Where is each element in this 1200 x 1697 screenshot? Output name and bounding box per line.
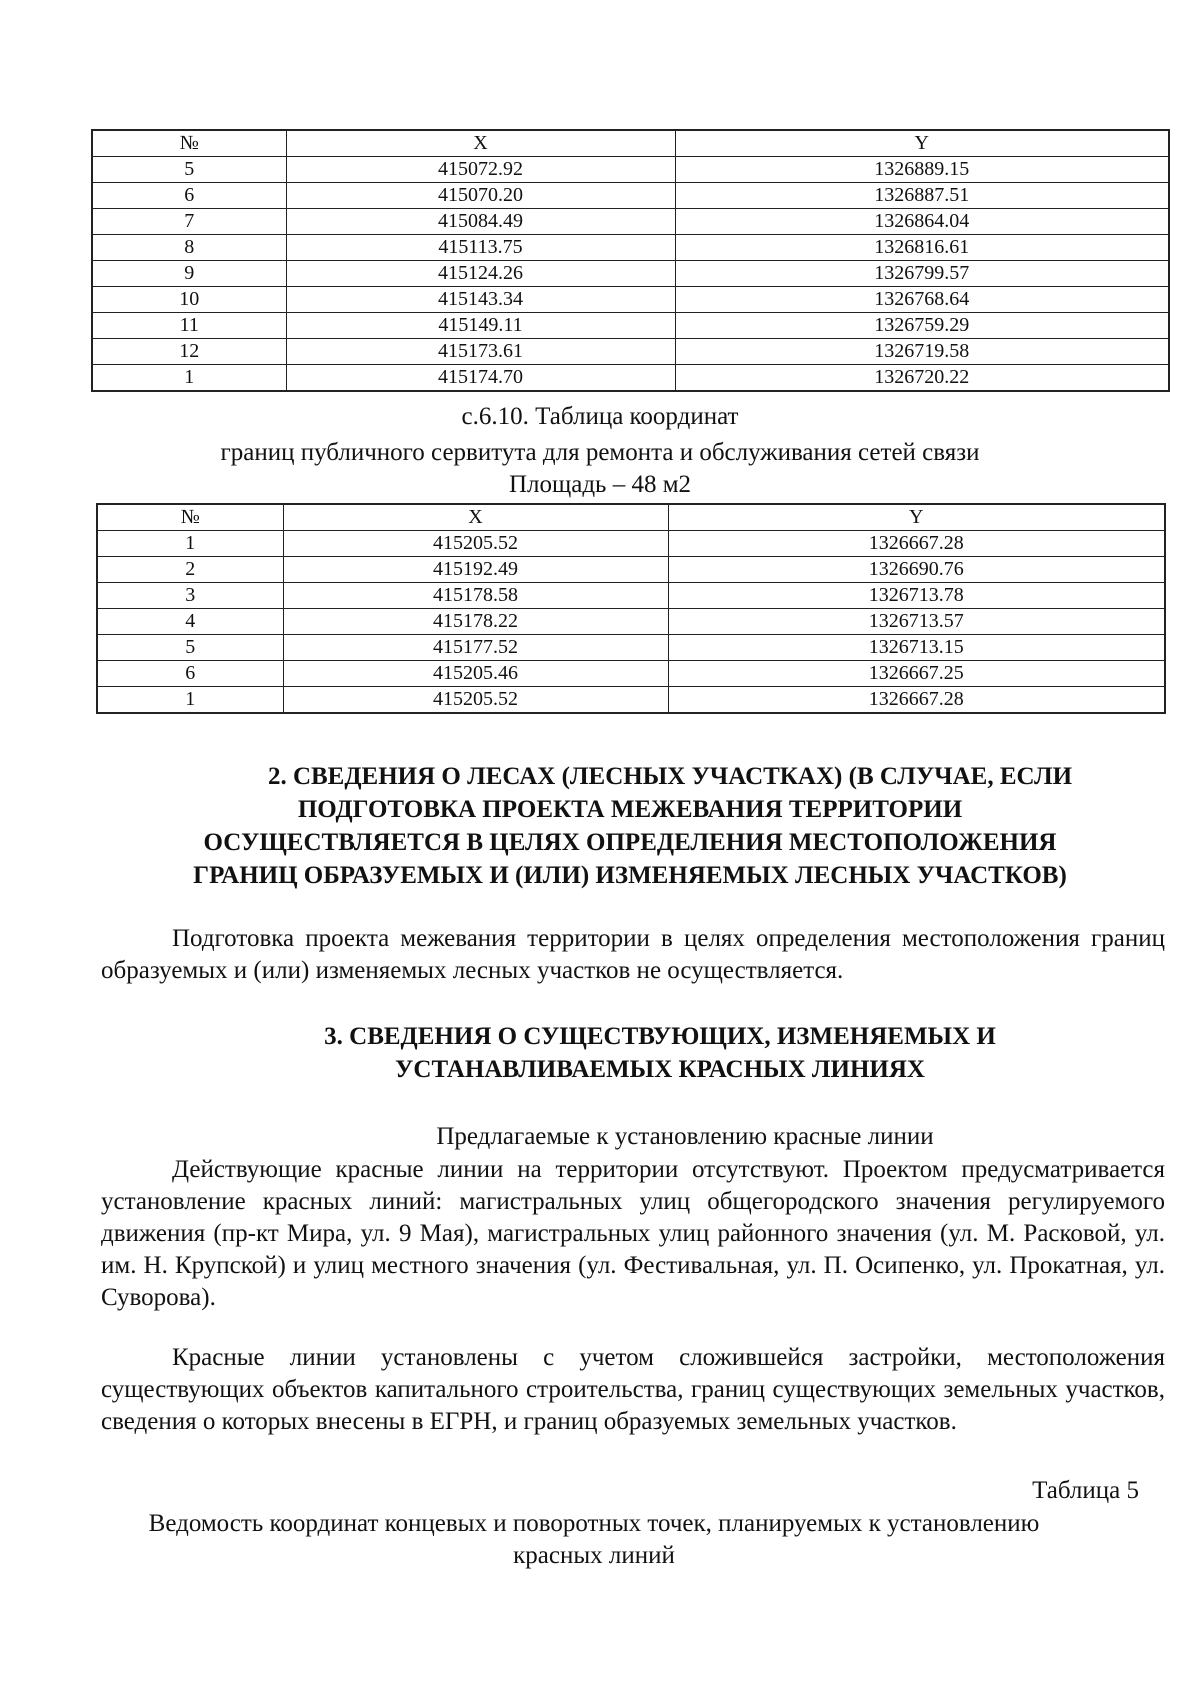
table-title: Ведомость координат концевых и поворотных точек, планируемых к установлению красных линий (148, 1510, 1040, 1569)
table-caption-subtitle: границ публичного сервитута для ремонта и обслуживания сетей связи (220, 439, 980, 466)
coordinates-table-1 (91, 129, 1170, 392)
cell-number: 1 (97, 687, 283, 714)
cell-x: 415177.52 (283, 635, 668, 661)
cell-y: 1326799.57 (675, 261, 1169, 287)
header-number: № (92, 130, 286, 157)
cell-x: 415174.70 (286, 365, 675, 392)
cell-x: 415178.22 (283, 609, 668, 635)
cell-number: 4 (97, 609, 283, 635)
cell-y: 1326690.76 (668, 557, 1165, 583)
cell-number: 8 (92, 235, 286, 261)
section-2-paragraph: Подготовка проекта межевания территории в целях определения местоположения границ образуемых и (или) изменяемых лесных участков не осуществляется. (101, 925, 1165, 984)
table-row (92, 209, 1169, 235)
header-y: Y (675, 130, 1169, 157)
section-2-heading-line-3: ОСУЩЕСТВЛЯЕТСЯ В ЦЕЛЯХ ОПРЕДЕЛЕНИЯ МЕСТОПОЛОЖЕНИЯ (203, 829, 1057, 856)
table-row (97, 687, 1165, 714)
section-2-heading-line-1: 2. СВЕДЕНИЯ О ЛЕСАХ (ЛЕСНЫХ УЧАСТКАХ) (В СЛУЧАЕ, ЕСЛИ (267, 763, 1073, 790)
cell-number: 10 (92, 287, 286, 313)
cell-number: 9 (92, 261, 286, 287)
cell-number: 3 (97, 583, 283, 609)
table-row (97, 661, 1165, 687)
cell-number: 11 (92, 313, 286, 339)
cell-y: 1326889.15 (675, 157, 1169, 183)
table-header-row (97, 504, 1165, 531)
table-row (92, 339, 1169, 365)
cell-number: 12 (92, 339, 286, 365)
cell-x: 415084.49 (286, 209, 675, 235)
cell-number: 5 (97, 635, 283, 661)
section-2-heading (90, 760, 1170, 892)
header-x: X (283, 504, 668, 531)
cell-number: 6 (97, 661, 283, 687)
table-row (92, 313, 1169, 339)
table-header-row (92, 130, 1169, 157)
cell-y: 1326816.61 (675, 235, 1169, 261)
cell-number: 2 (97, 557, 283, 583)
cell-y: 1326667.28 (668, 687, 1165, 714)
section-3-heading-line-1: 3. СВЕДЕНИЯ О СУЩЕСТВУЮЩИХ, ИЗМЕНЯЕМЫХ И (324, 1023, 996, 1050)
cell-x: 415205.46 (283, 661, 668, 687)
table-row (92, 183, 1169, 209)
cell-number: 7 (92, 209, 286, 235)
table-label: Таблица 5 (1032, 1477, 1139, 1504)
cell-number: 6 (92, 183, 286, 209)
cell-x: 415192.49 (283, 557, 668, 583)
cell-y: 1326887.51 (675, 183, 1169, 209)
cell-y: 1326667.25 (668, 661, 1165, 687)
cell-number: 1 (97, 531, 283, 557)
cell-y: 1326667.28 (668, 531, 1165, 557)
cell-x: 415173.61 (286, 339, 675, 365)
cell-y: 1326759.29 (675, 313, 1169, 339)
section-2-heading-line-2: ПОДГОТОВКА ПРОЕКТА МЕЖЕВАНИЯ ТЕРРИТОРИИ (297, 796, 963, 823)
cell-y: 1326713.15 (668, 635, 1165, 661)
cell-x: 415178.58 (283, 583, 668, 609)
section-3-heading-line-2: УСТАНАВЛИВАЕМЫХ КРАСНЫХ ЛИНИЯХ (395, 1056, 925, 1083)
table-row (97, 609, 1165, 635)
cell-y: 1326713.57 (668, 609, 1165, 635)
table-row (92, 157, 1169, 183)
cell-x: 415113.75 (286, 235, 675, 261)
table-row (97, 635, 1165, 661)
section-3-subheading: Предлагаемые к установлению красные линии (436, 1123, 934, 1150)
cell-x: 415124.26 (286, 261, 675, 287)
cell-number: 5 (92, 157, 286, 183)
table-row (97, 557, 1165, 583)
section-3-paragraph-2: Красные линии установлены с учетом сложившейся застройки, местоположения существующих объектов капитального строительства, границ существующих земельных участков, сведения о которых внесены в ЕГРН, и границ образуемых земельных участков. (101, 1344, 1165, 1435)
table-row (92, 261, 1169, 287)
header-y: Y (668, 504, 1165, 531)
coordinates-table-2 (96, 503, 1166, 714)
section-3-heading (90, 1020, 1170, 1086)
cell-y: 1326720.22 (675, 365, 1169, 392)
table-row (92, 235, 1169, 261)
table-row (92, 365, 1169, 392)
cell-number: 1 (92, 365, 286, 392)
table-row (97, 583, 1165, 609)
table-row (97, 531, 1165, 557)
cell-x: 415070.20 (286, 183, 675, 209)
cell-y: 1326864.04 (675, 209, 1169, 235)
cell-x: 415072.92 (286, 157, 675, 183)
cell-x: 415149.11 (286, 313, 675, 339)
header-number: № (97, 504, 283, 531)
section-2-heading-line-4: ГРАНИЦ ОБРАЗУЕМЫХ И (ИЛИ) ИЗМЕНЯЕМЫХ ЛЕСНЫХ УЧАСТКОВ) (193, 862, 1067, 889)
section-3-paragraph-1: Действующие красные линии на территории отсутствуют. Проектом предусматривается установление красных линий: магистральных улиц общегородского значения регулируемого движения (пр-кт Мира, ул. 9 Мая), магистральных улиц районного значения (ул. М. Расковой, ул. им. Н. Крупской) и улиц местного значения (ул. Фестивальная, ул. П. Осипенко, ул. Прокатная, ул. Суворова). (101, 1156, 1165, 1311)
cell-x: 415143.34 (286, 287, 675, 313)
cell-x: 415205.52 (283, 687, 668, 714)
table-caption-area: Площадь – 48 м2 (508, 471, 692, 498)
header-x: X (286, 130, 675, 157)
cell-x: 415205.52 (283, 531, 668, 557)
table-row (92, 287, 1169, 313)
table-caption-title: с.6.10. Таблица координат (461, 403, 739, 430)
cell-y: 1326768.64 (675, 287, 1169, 313)
cell-y: 1326713.78 (668, 583, 1165, 609)
cell-y: 1326719.58 (675, 339, 1169, 365)
